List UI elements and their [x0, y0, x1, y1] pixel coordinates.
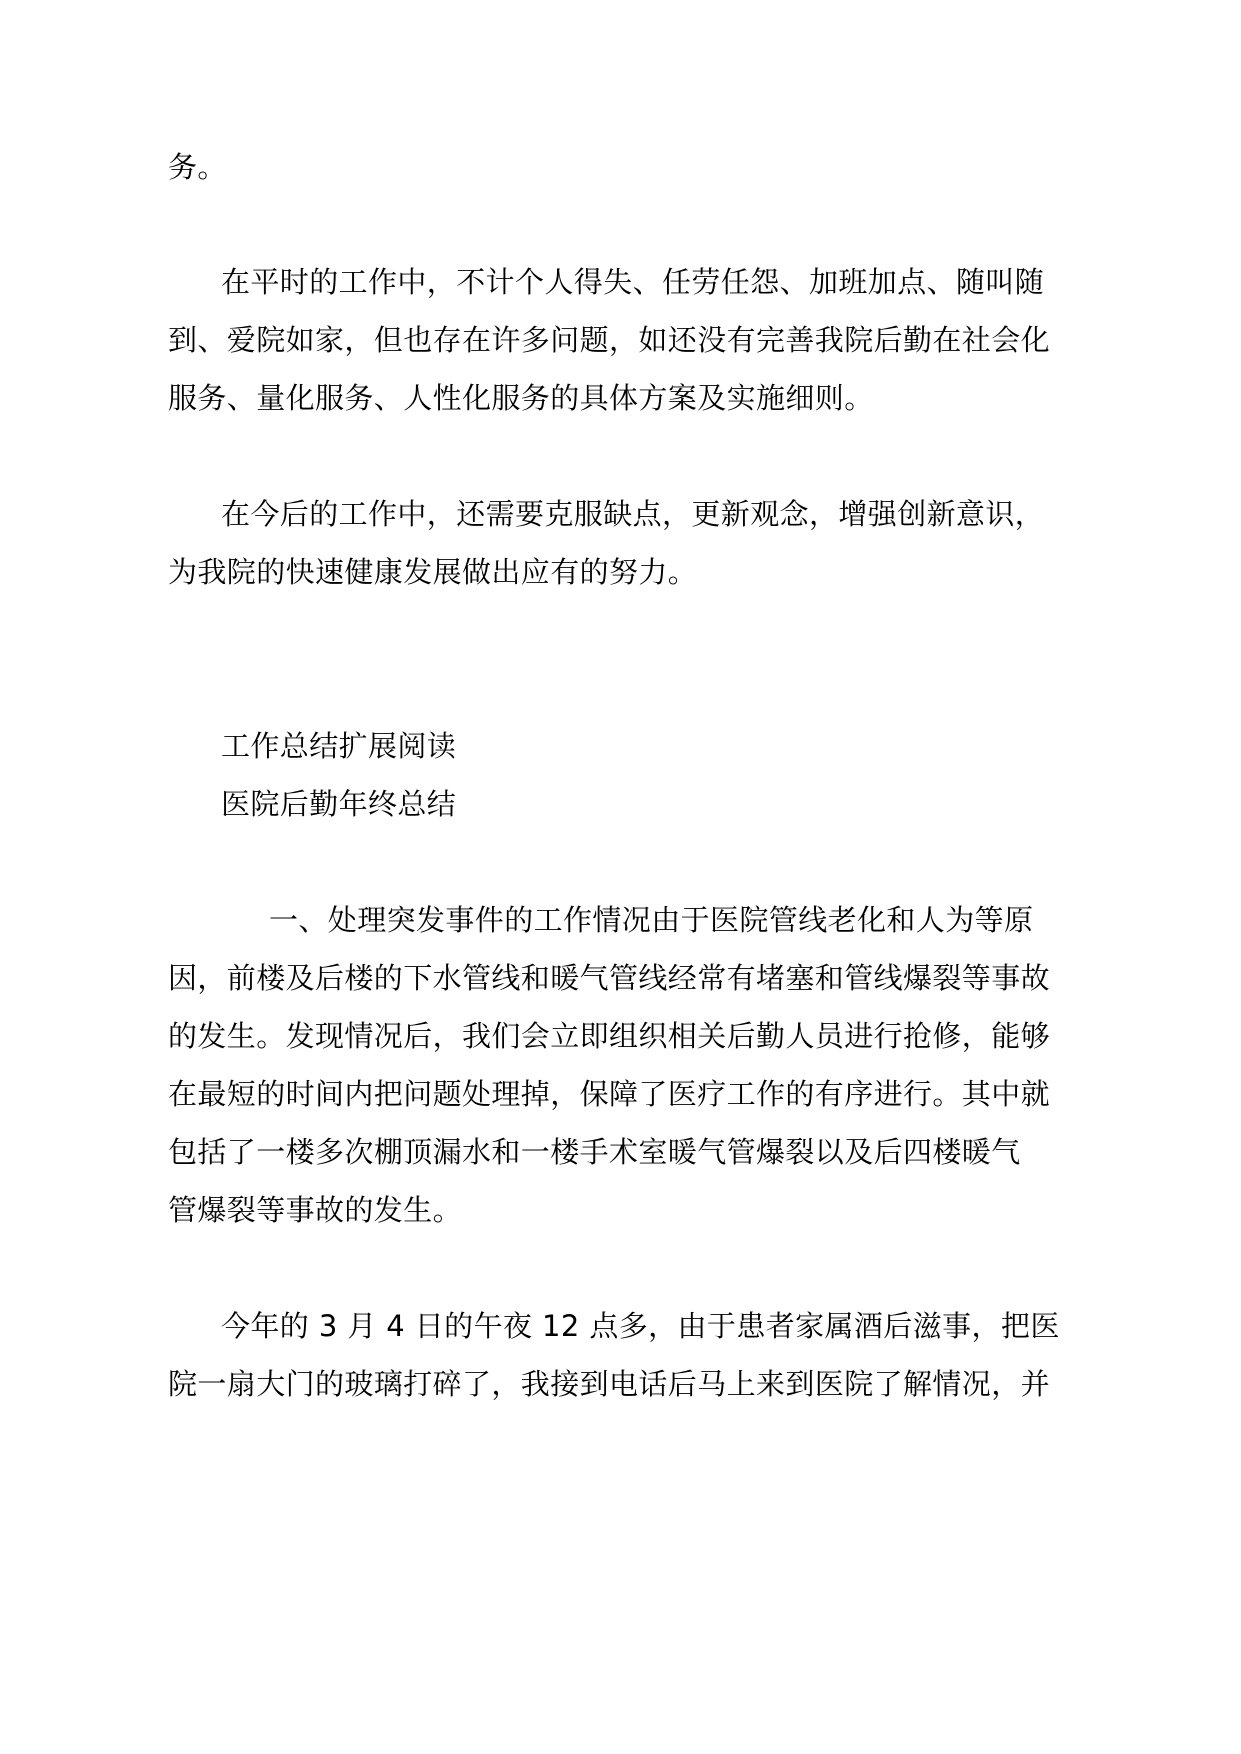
text-line: 在平时的工作中，不计个人得失、任劳任怨、加班加点、随叫随 [221, 265, 1045, 299]
text-line: 为我院的快速健康发展做出应有的努力。 [168, 555, 698, 589]
text-line: 今年的 3 月 4 日的午夜 12 点多，由于患者家属酒后滋事，把医 [221, 1309, 1060, 1343]
text-line: 服务、量化服务、人性化服务的具体方案及实施细则。 [168, 381, 874, 415]
text-line: 的发生。发现情况后，我们会立即组织相关后勤人员进行抢修，能够 [168, 1019, 1051, 1053]
extended-reading-heading: 工作总结扩展阅读 [221, 729, 457, 763]
text-line: 在最短的时间内把问题处理掉，保障了医疗工作的有序进行。其中就 [168, 1077, 1051, 1111]
text-line: 管爆裂等事故的发生。 [168, 1193, 463, 1227]
text-line: 院一扇大门的玻璃打碎了，我接到电话后马上来到医院了解情况，并 [168, 1367, 1051, 1401]
text-line: 务。 [168, 150, 227, 184]
text-line: 因，前楼及后楼的下水管线和暖气管线经常有堵塞和管线爆裂等事故 [168, 961, 1051, 995]
text-line: 在今后的工作中，还需要克服缺点，更新观念，增强创新意识， [221, 497, 1045, 531]
text-line: 一、处理突发事件的工作情况由于医院管线老化和人为等原 [269, 903, 1034, 937]
article-title: 医院后勤年终总结 [221, 787, 457, 821]
text-line: 包括了一楼多次棚顶漏水和一楼手术室暖气管爆裂以及后四楼暖气 [168, 1135, 1021, 1169]
text-line: 到、爱院如家，但也存在许多问题，如还没有完善我院后勤在社会化 [168, 323, 1051, 357]
